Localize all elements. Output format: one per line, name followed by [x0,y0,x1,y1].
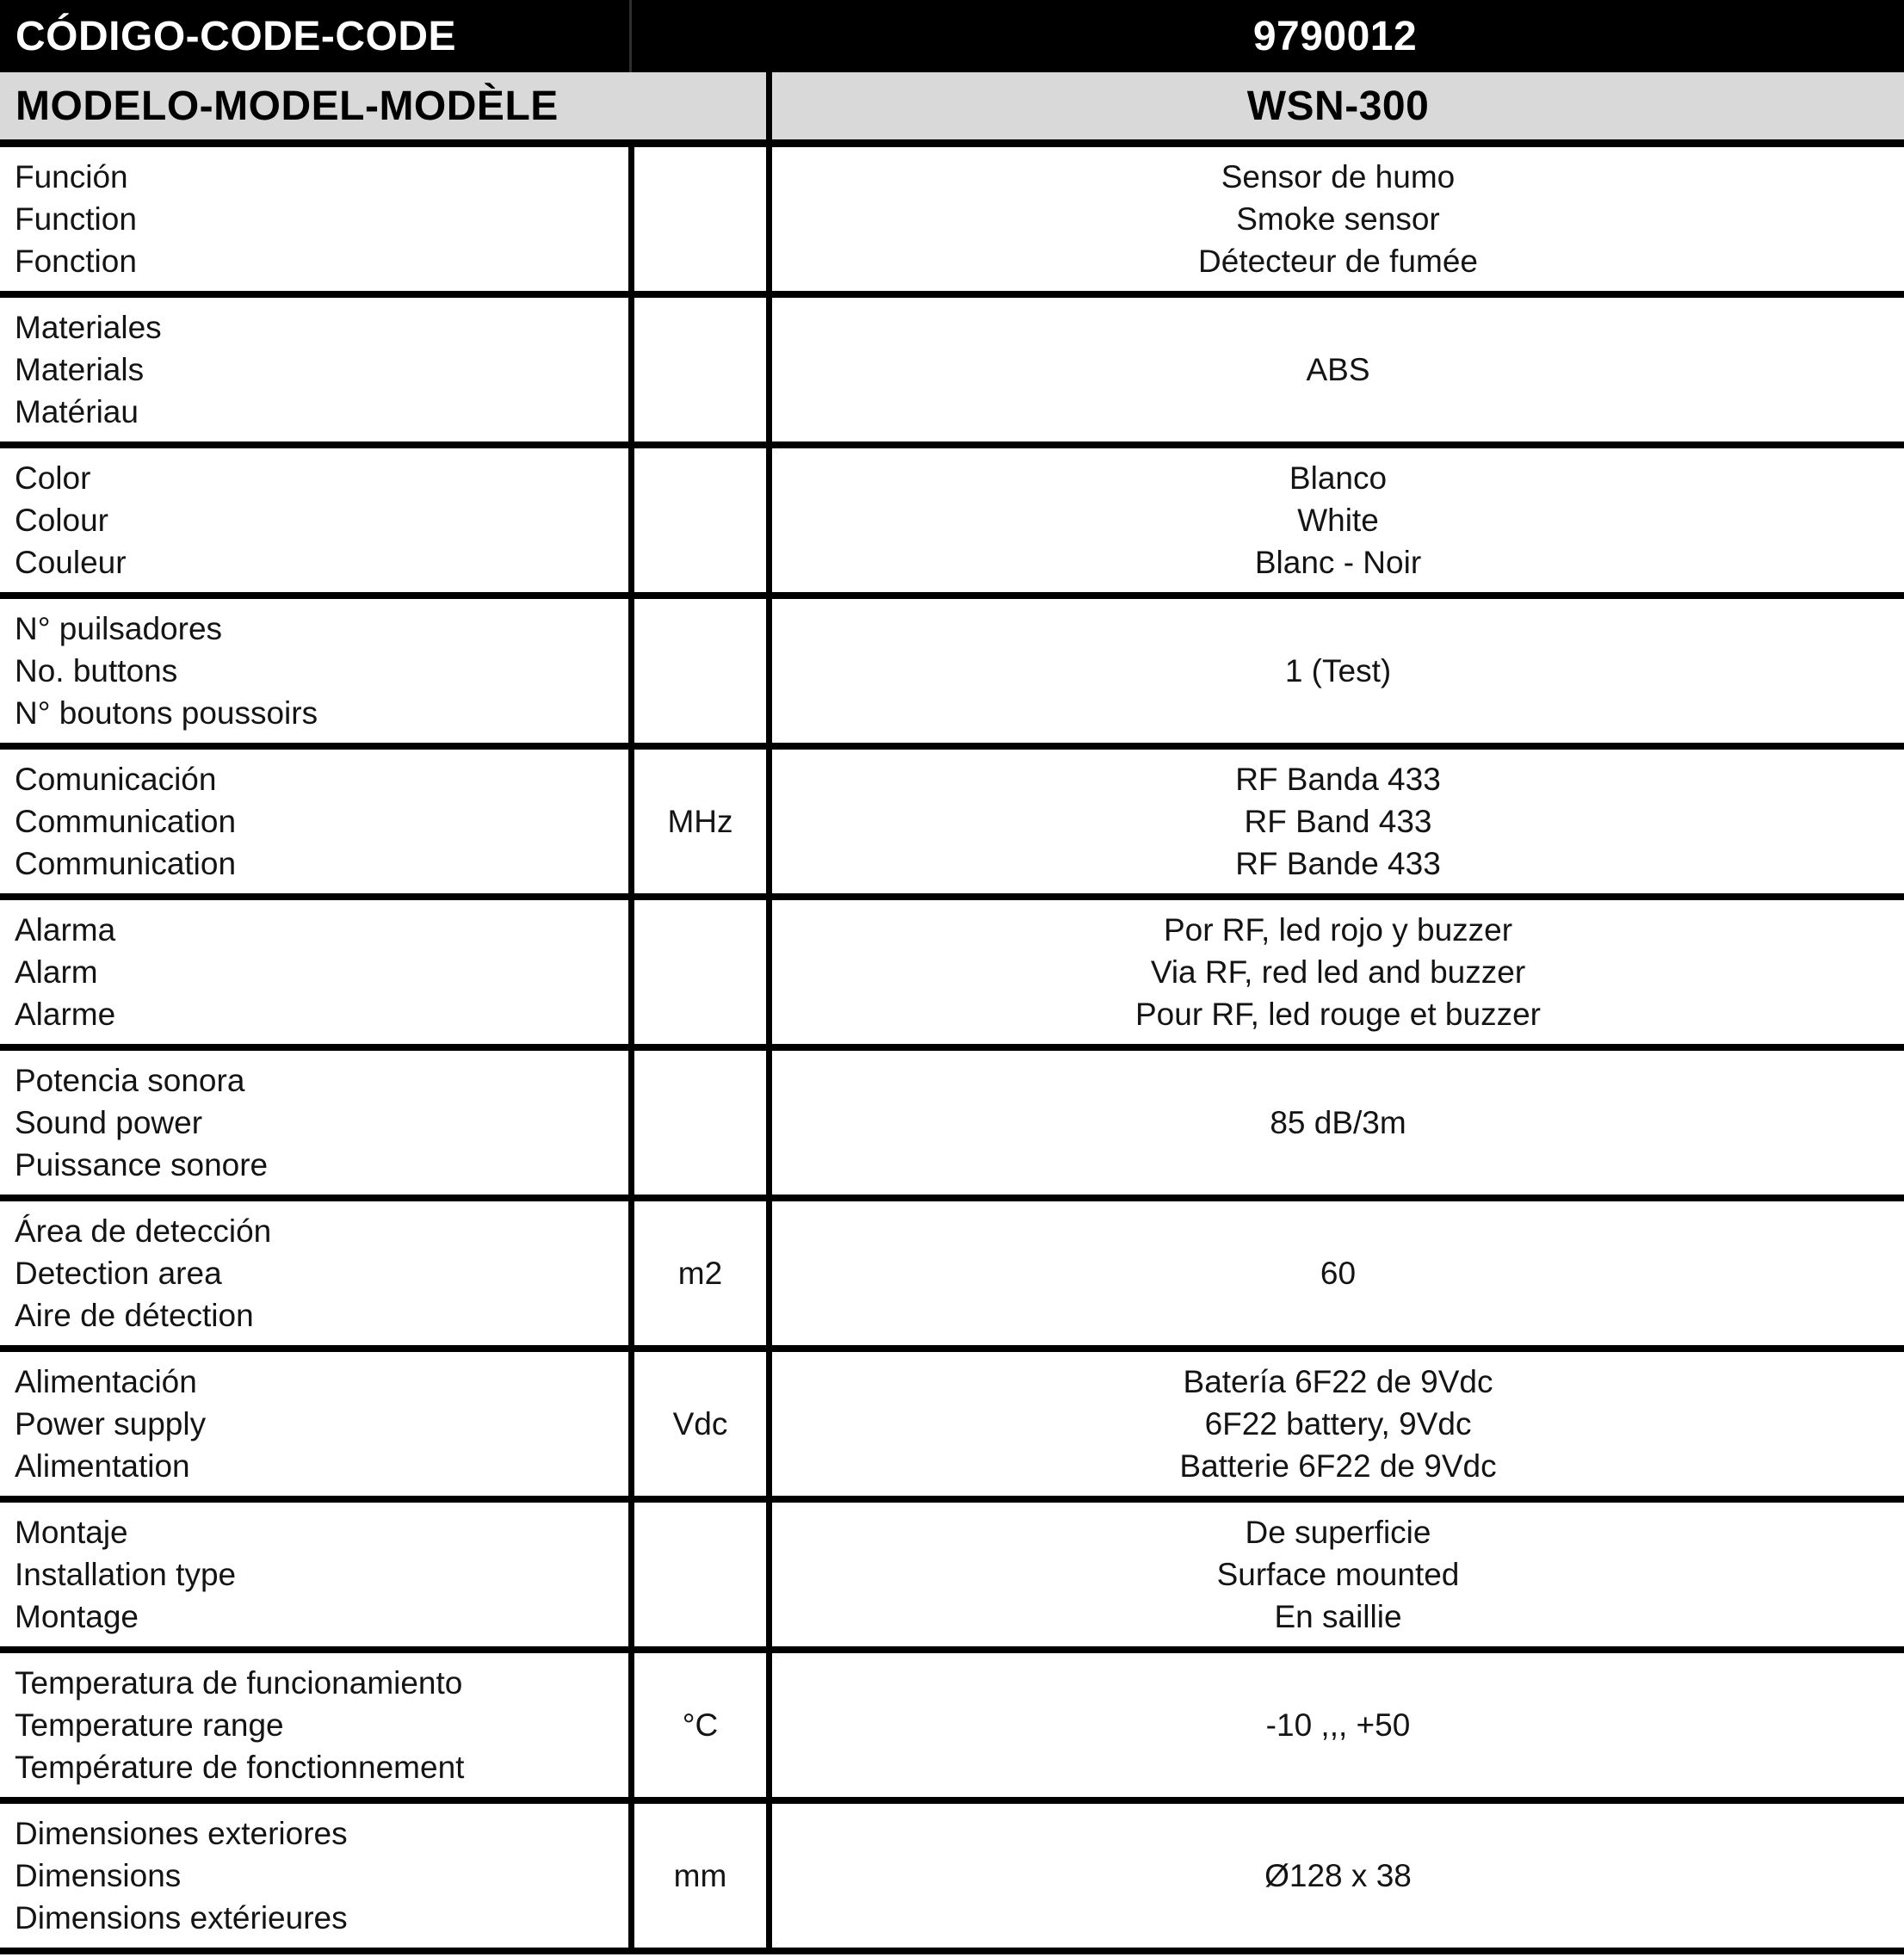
spec-row-unit [628,298,766,441]
code-header-row [0,0,1904,72]
label-line: Colour [15,503,108,538]
value-line: Por RF, led rojo y buzzer [1163,912,1513,948]
spec-row-unit [628,1503,766,1646]
label-line: Couleur [15,545,127,580]
label-line: Puissance sonore [15,1147,269,1182]
label-line: Communication [15,846,237,881]
spec-row [0,1797,1904,1948]
spec-row-values [766,448,1904,592]
spec-row-labels [0,448,628,592]
spec-row-labels [0,1653,628,1797]
spec-row-labels [0,599,628,743]
spec-row [0,1044,1904,1195]
value-line: Batería 6F22 de 9Vdc [1183,1364,1493,1399]
value-line: Pour RF, led rouge et buzzer [1135,997,1541,1032]
spec-row-unit: mm [628,1804,766,1948]
label-line: Sound power [15,1105,203,1140]
spec-row-unit: m2 [628,1201,766,1345]
label-line: Alimentación [15,1364,197,1399]
spec-row [0,1345,1904,1496]
spec-row-unit [628,147,766,291]
label-line: Comunicación [15,762,217,797]
spec-row [0,893,1904,1044]
value-line: En saillie [1274,1599,1402,1634]
model-header-value: WSN-300 [766,72,1904,139]
label-line: Materials [15,352,145,387]
label-line: Alarm [15,954,98,990]
label-line: Fonction [15,244,137,279]
value-line: Sensor de humo [1221,159,1456,194]
label-line: Temperature range [15,1707,284,1743]
spec-row-labels [0,1201,628,1345]
spec-row-unit: °C [628,1653,766,1797]
spec-row [0,291,1904,441]
spec-row [0,743,1904,893]
label-line: Montage [15,1599,139,1634]
label-line: Alarme [15,997,116,1032]
spec-row-values [766,750,1904,893]
spec-row-unit [628,900,766,1044]
spec-row [0,1496,1904,1646]
model-header-row [0,72,1904,139]
label-line: Dimensions [15,1858,182,1893]
value-line: De superficie [1245,1515,1431,1550]
spec-row-values [766,1051,1904,1195]
spec-row-values [766,599,1904,743]
spec-row-values [766,900,1904,1044]
label-line: Température de fonctionnement [15,1750,465,1785]
label-line: Temperatura de funcionamiento [15,1665,463,1701]
value-line: -10 ,,, +50 [1265,1707,1411,1743]
spec-row-labels [0,750,628,893]
value-line: Via RF, red led and buzzer [1150,954,1526,990]
spec-row-values [766,1804,1904,1948]
value-line: Blanc - Noir [1254,545,1422,580]
value-line: 1 (Test) [1284,653,1392,688]
label-line: Montaje [15,1515,128,1550]
value-line: Blanco [1289,460,1388,496]
spec-row-labels [0,1804,628,1948]
label-line: Dimensiones exteriores [15,1816,348,1851]
value-line: 6F22 battery, 9Vdc [1204,1406,1472,1442]
label-line: N° puilsadores [15,611,223,646]
spec-row-labels [0,900,628,1044]
spec-row-unit [628,599,766,743]
label-line: Matériau [15,394,139,429]
spec-row-values [766,298,1904,441]
spec-row-labels [0,1051,628,1195]
spec-row-values [766,1201,1904,1345]
value-line: RF Band 433 [1244,804,1432,839]
model-header-label: MODELO-MODEL-MODÈLE [15,83,559,129]
spec-row-unit: MHz [628,750,766,893]
spec-rows [0,139,1904,1954]
value-line: Smoke sensor [1236,201,1440,237]
value-line: Ø128 x 38 [1264,1858,1412,1893]
value-line: Batterie 6F22 de 9Vdc [1179,1448,1497,1484]
spec-row [0,441,1904,592]
spec-row-unit: Vdc [628,1352,766,1496]
label-line: Alarma [15,912,116,948]
label-line: Alimentation [15,1448,190,1484]
spec-row-values [766,1503,1904,1646]
label-line: Área de detección [15,1213,272,1249]
spec-row-labels [0,1503,628,1646]
value-line: White [1297,503,1379,538]
label-line: Dimensions extérieures [15,1900,348,1935]
spec-row-labels [0,147,628,291]
value-line: Détecteur de fumée [1198,244,1478,279]
label-line: Función [15,159,128,194]
value-line: RF Bande 433 [1235,846,1441,881]
header-column-divider [629,0,632,72]
label-line: Function [15,201,137,237]
value-line: ABS [1306,352,1370,387]
label-line: Potencia sonora [15,1063,245,1098]
value-line: Surface mounted [1216,1557,1460,1592]
value-line: RF Banda 433 [1235,762,1441,797]
code-header-label: CÓDIGO-CODE-CODE [15,13,456,59]
label-line: Detection area [15,1256,222,1291]
label-line: Communication [15,804,237,839]
value-line: 60 [1320,1256,1357,1291]
spec-row-values [766,147,1904,291]
code-header-value: 9790012 [1252,13,1418,59]
spec-row [0,592,1904,743]
spec-row-values [766,1352,1904,1496]
label-line: No. buttons [15,653,178,688]
spec-row-values [766,1653,1904,1797]
label-line: Aire de détection [15,1298,254,1333]
spec-row [0,1646,1904,1797]
spec-row-labels [0,298,628,441]
label-line: Power supply [15,1406,207,1442]
label-line: Materiales [15,310,162,345]
label-line: Color [15,460,91,496]
label-line: N° boutons poussoirs [15,695,318,731]
value-line: 85 dB/3m [1270,1105,1406,1140]
spec-row-unit [628,448,766,592]
spec-row-unit [628,1051,766,1195]
label-line: Installation type [15,1557,237,1592]
spec-row [0,1195,1904,1345]
spec-row [0,147,1904,291]
spec-row-labels [0,1352,628,1496]
